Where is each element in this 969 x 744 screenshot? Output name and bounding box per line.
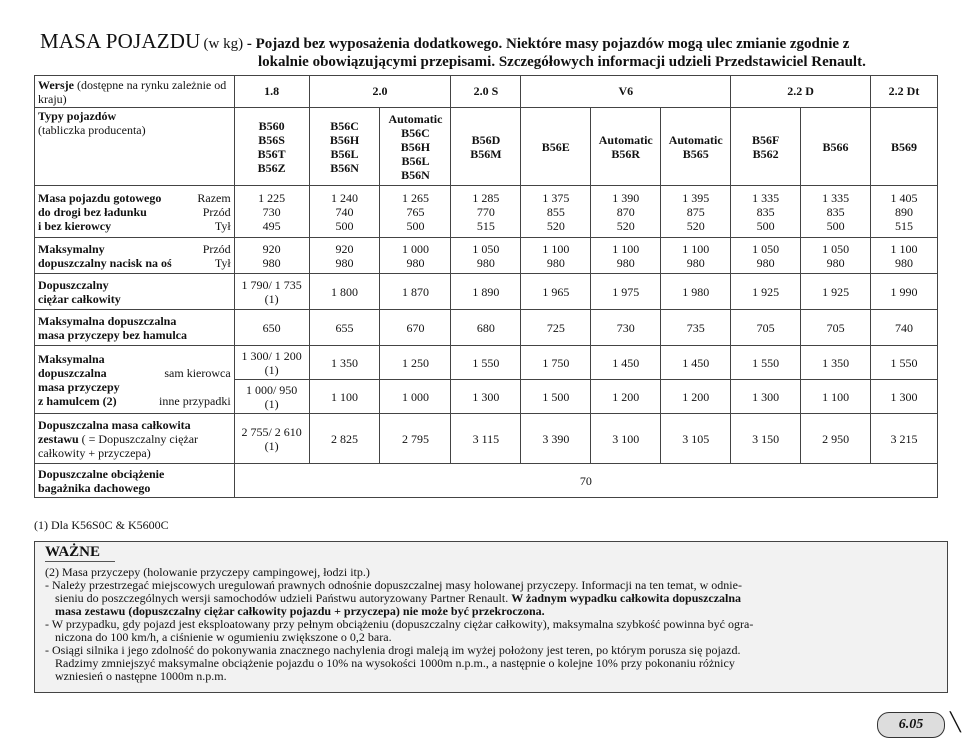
types-note: (tabliczka producenta)	[38, 123, 146, 137]
label-line: Dopuszczalna masa całkowita	[38, 417, 191, 432]
row-przyczepa-z-a	[35, 346, 938, 380]
value-cell: 1 000 980	[380, 238, 451, 274]
version-2-0-s: 2.0 S	[451, 76, 521, 108]
page-corner-icon: ╲	[950, 712, 961, 732]
value-cell: 2 755/ 2 610 (1)	[234, 414, 309, 464]
value-cell: 1 250	[380, 346, 451, 380]
value-cell: 1 550	[871, 346, 938, 380]
value-cell: 70	[234, 464, 937, 498]
value-cell: 1 285 770 515	[451, 186, 521, 238]
value-cell: 1 100 980	[661, 238, 731, 274]
notice-title: WAŻNE	[45, 544, 115, 562]
label-line: bagażnika dachowego	[38, 480, 151, 495]
type-code: B56N	[401, 167, 430, 182]
notice-line: masa zestawu (dopuszczalny ciężar całkowity pojazdu + przyczepa) nie może być przekroczona.	[55, 604, 545, 618]
version-1-8: 1.8	[234, 76, 309, 108]
type-code: B562	[752, 146, 779, 161]
page-number: 6.05	[877, 712, 945, 738]
label-line: Dopuszczalne obciążenie	[38, 466, 165, 481]
version-2-2-dt: 2.2 Dt	[871, 76, 938, 108]
value-cell: 3 390	[521, 414, 591, 464]
value-cell: 2 825	[309, 414, 380, 464]
value-cell: 1 500	[521, 380, 591, 414]
value-cell: 680	[451, 310, 521, 346]
type-code: B560	[258, 118, 285, 133]
notice-line: Radzimy zmniejszyć maksymalne obciążenie pojazdu o 10% na wysokości 1000m n.p.m., a następnie o kolejne 10% przy pokonaniu różnicy	[55, 656, 735, 670]
label-line: Masa pojazdu gotowego	[38, 190, 162, 205]
row-bagaznik	[35, 464, 938, 498]
value-cell: 1 300	[871, 380, 938, 414]
value-cell: 3 100	[591, 414, 661, 464]
value-cell: 1 100	[309, 380, 380, 414]
versions-note: (dostępne na rynku zależnie od kraju)	[38, 77, 227, 106]
value-cell: 3 115	[451, 414, 521, 464]
type-code: B56N	[330, 160, 359, 175]
version-v6: V6	[521, 76, 731, 108]
type-cell	[451, 108, 521, 186]
value-cell: 2 950	[801, 414, 871, 464]
sub-label: inne przypadki	[159, 393, 231, 408]
value-cell: 670	[380, 310, 451, 346]
value-cell: 1 225 730 495	[234, 186, 309, 238]
mass-table	[34, 75, 938, 498]
type-code: B56M	[470, 146, 502, 161]
type-code: B56Z	[257, 160, 286, 175]
value-cell: 1 100 980	[521, 238, 591, 274]
value-cell: 650	[234, 310, 309, 346]
value-cell: 1 100 980	[591, 238, 661, 274]
value-cell: 1 050 980	[801, 238, 871, 274]
value-cell: 1 390 870 520	[591, 186, 661, 238]
label-line: do drogi bez ładunku	[38, 204, 147, 219]
page-heading	[40, 29, 950, 71]
type-code: B56D	[471, 132, 501, 147]
value-cell: 1 550	[731, 346, 801, 380]
label-line: i bez kierowcy	[38, 218, 112, 233]
value-cell: 1 925	[731, 274, 801, 310]
value-cell: 1 000/ 950 (1)	[234, 380, 309, 414]
value-cell: 3 105	[661, 414, 731, 464]
value-cell: 1 000	[380, 380, 451, 414]
title-description-2: lokalnie obowiązującymi przepisami. Szczegółowych informacji udzieli Przedstawiciel Renault.	[258, 54, 866, 70]
notice-line: sieniu do poszczególnych wersji samochodów udzieli Państwu autoryzowany Partner Renault. W żadnym wypadku całkowita dopuszczalna	[55, 591, 742, 605]
value-cell: 1 050 980	[451, 238, 521, 274]
value-cell: 2 795	[380, 414, 451, 464]
label-przyczepa-z	[35, 346, 235, 414]
type-code: B56F	[751, 132, 780, 147]
value-cell: 1 335 835 500	[731, 186, 801, 238]
type-code: B56H	[400, 139, 431, 154]
sub-label: Przód	[202, 204, 231, 219]
value-cell: 1 890	[451, 274, 521, 310]
sub-label: Razem	[197, 190, 231, 205]
footnote: (1) Dla K56S0C & K5600C	[34, 518, 169, 532]
label-line: dopuszczalna	[38, 365, 107, 380]
value-cell: 3 150	[731, 414, 801, 464]
value-cell: 740	[871, 310, 938, 346]
type-code: B56L	[401, 153, 430, 168]
label-line: dopuszczalny nacisk na oś	[38, 255, 172, 270]
versions-label-cell	[35, 76, 235, 108]
value-cell: 1 870	[380, 274, 451, 310]
notice-line: (2) Masa przyczepy (holowanie przyczepy campingowej, łodzi itp.)	[45, 565, 370, 579]
value-cell: 1 450	[661, 346, 731, 380]
value-cell: 725	[521, 310, 591, 346]
type-code: B56H	[329, 132, 360, 147]
type-code: B56R	[611, 146, 641, 161]
value-cell: 1 375 855 520	[521, 186, 591, 238]
title-description-1: - Pojazd bez wyposażenia dodatkowego. Niektóre masy pojazdów mogą ulec zmianie zgodnie z	[246, 36, 850, 52]
types-row	[35, 108, 938, 186]
value-cell: 1 550	[451, 346, 521, 380]
value-cell: 655	[309, 310, 380, 346]
notice-line: - Osiągi silnika i jego zdolność do pokonywania znacznego nachylenia drogi maleją im wyżej położony jest teren, po którym porusza się pojazd.	[45, 643, 741, 657]
versions-row	[35, 76, 938, 108]
value-cell: 1 350	[801, 346, 871, 380]
label-line: z hamulcem (2)	[38, 393, 117, 408]
value-cell: 1 240 740 500	[309, 186, 380, 238]
type-cell	[591, 108, 661, 186]
value-cell: 1 750	[521, 346, 591, 380]
value-cell: 1 350	[309, 346, 380, 380]
types-label: Typy pojazdów	[38, 109, 117, 123]
value-cell: 1 200	[591, 380, 661, 414]
value-cell: 1 980	[661, 274, 731, 310]
value-cell: 1 335 835 500	[801, 186, 871, 238]
type-code: Automatic	[598, 132, 653, 147]
type-cell	[521, 108, 591, 186]
row-nacisk	[35, 238, 938, 274]
sub-label: Tył	[214, 255, 231, 270]
type-cell	[234, 108, 309, 186]
notice-line: wzniesień o następne 1000m n.p.m.	[55, 669, 227, 683]
sub-label: Przód	[202, 241, 231, 256]
value-cell: 1 050 980	[731, 238, 801, 274]
value-cell: 705	[731, 310, 801, 346]
value-cell: 730	[591, 310, 661, 346]
row-calkowity	[35, 274, 938, 310]
notice-line: - Należy przestrzegać miejscowych uregulowań prawnych odnośnie dopuszczalnej masy holowanej przyczepy. Informacji na ten temat, w odnie-	[45, 578, 742, 592]
type-code: B56L	[330, 146, 359, 161]
label-line: masa przyczepy	[38, 379, 120, 394]
value-cell: 735	[661, 310, 731, 346]
label-line: Maksymalna	[38, 351, 105, 366]
version-2-2-d: 2.2 D	[731, 76, 871, 108]
sub-label: sam kierowca	[164, 365, 231, 380]
value-cell: 920 980	[309, 238, 380, 274]
type-code: B56S	[258, 132, 285, 147]
type-cell	[661, 108, 731, 186]
value-cell: 1 405 890 515	[871, 186, 938, 238]
label-line: masa przyczepy bez hamulca	[38, 327, 187, 342]
label-line: Maksymalny	[38, 241, 105, 256]
value-cell: 920 980	[234, 238, 309, 274]
value-cell: 1 790/ 1 735 (1)	[234, 274, 309, 310]
label-nacisk	[35, 238, 235, 274]
value-cell: 1 100	[801, 380, 871, 414]
versions-label: Wersje	[38, 77, 74, 92]
value-cell: 1 300	[451, 380, 521, 414]
label-zestaw	[35, 414, 235, 464]
label-bagaznik	[35, 464, 235, 498]
value-cell: 1 925	[801, 274, 871, 310]
label-line: Maksymalna dopuszczalna	[38, 313, 177, 328]
sub-label: Tył	[214, 218, 231, 233]
type-code: B565	[682, 146, 709, 161]
value-cell: 1 100 980	[871, 238, 938, 274]
value-cell: 1 300/ 1 200 (1)	[234, 346, 309, 380]
row-masa-gotowa	[35, 186, 938, 238]
label-calkowity	[35, 274, 235, 310]
value-cell: 1 450	[591, 346, 661, 380]
value-cell: 1 265 765 500	[380, 186, 451, 238]
value-cell: 1 395 875 520	[661, 186, 731, 238]
notice-box	[34, 541, 948, 693]
type-cell	[801, 108, 871, 186]
title-unit: (w kg)	[203, 36, 244, 52]
type-code: B56E	[541, 139, 570, 154]
type-cell	[380, 108, 451, 186]
value-cell: 1 975	[591, 274, 661, 310]
type-code: B56T	[257, 146, 286, 161]
value-cell: 1 200	[661, 380, 731, 414]
value-cell: 1 990	[871, 274, 938, 310]
type-code: Automatic	[668, 132, 723, 147]
type-code: B566	[822, 139, 849, 154]
type-cell	[871, 108, 938, 186]
label-line: Dopuszczalny	[38, 277, 109, 292]
label-note: ( = Dopuszczalny ciężar całkowity + przyczepa)	[38, 431, 199, 460]
notice-text	[35, 562, 947, 683]
types-label-cell	[35, 108, 235, 186]
value-cell: 1 965	[521, 274, 591, 310]
type-code: B56C	[330, 118, 359, 133]
value-cell: 1 800	[309, 274, 380, 310]
row-przyczepa-bez	[35, 310, 938, 346]
type-code: Automatic	[388, 111, 443, 126]
label-line: ciężar całkowity	[38, 291, 121, 306]
row-zestaw	[35, 414, 938, 464]
label-przyczepa-bez	[35, 310, 235, 346]
type-cell	[731, 108, 801, 186]
notice-line: niczona do 100 km/h, a ciśnienie w ogumieniu zwiększone o 0,2 bara.	[55, 630, 392, 644]
type-code: B569	[891, 139, 918, 154]
label-masa-gotowa	[35, 186, 235, 238]
page-title: MASA POJAZDU	[40, 29, 201, 53]
version-2-0: 2.0	[309, 76, 451, 108]
notice-line: - W przypadku, gdy pojazd jest eksploatowany przy pełnym obciążeniu (dopuszczalny ciężar całkowity), maksymalna szybkość powinna być ogra-	[45, 617, 754, 631]
type-cell	[309, 108, 380, 186]
label-line: zestawu	[38, 431, 79, 446]
type-code: B56C	[401, 125, 430, 140]
value-cell: 705	[801, 310, 871, 346]
value-cell: 3 215	[871, 414, 938, 464]
value-cell: 1 300	[731, 380, 801, 414]
